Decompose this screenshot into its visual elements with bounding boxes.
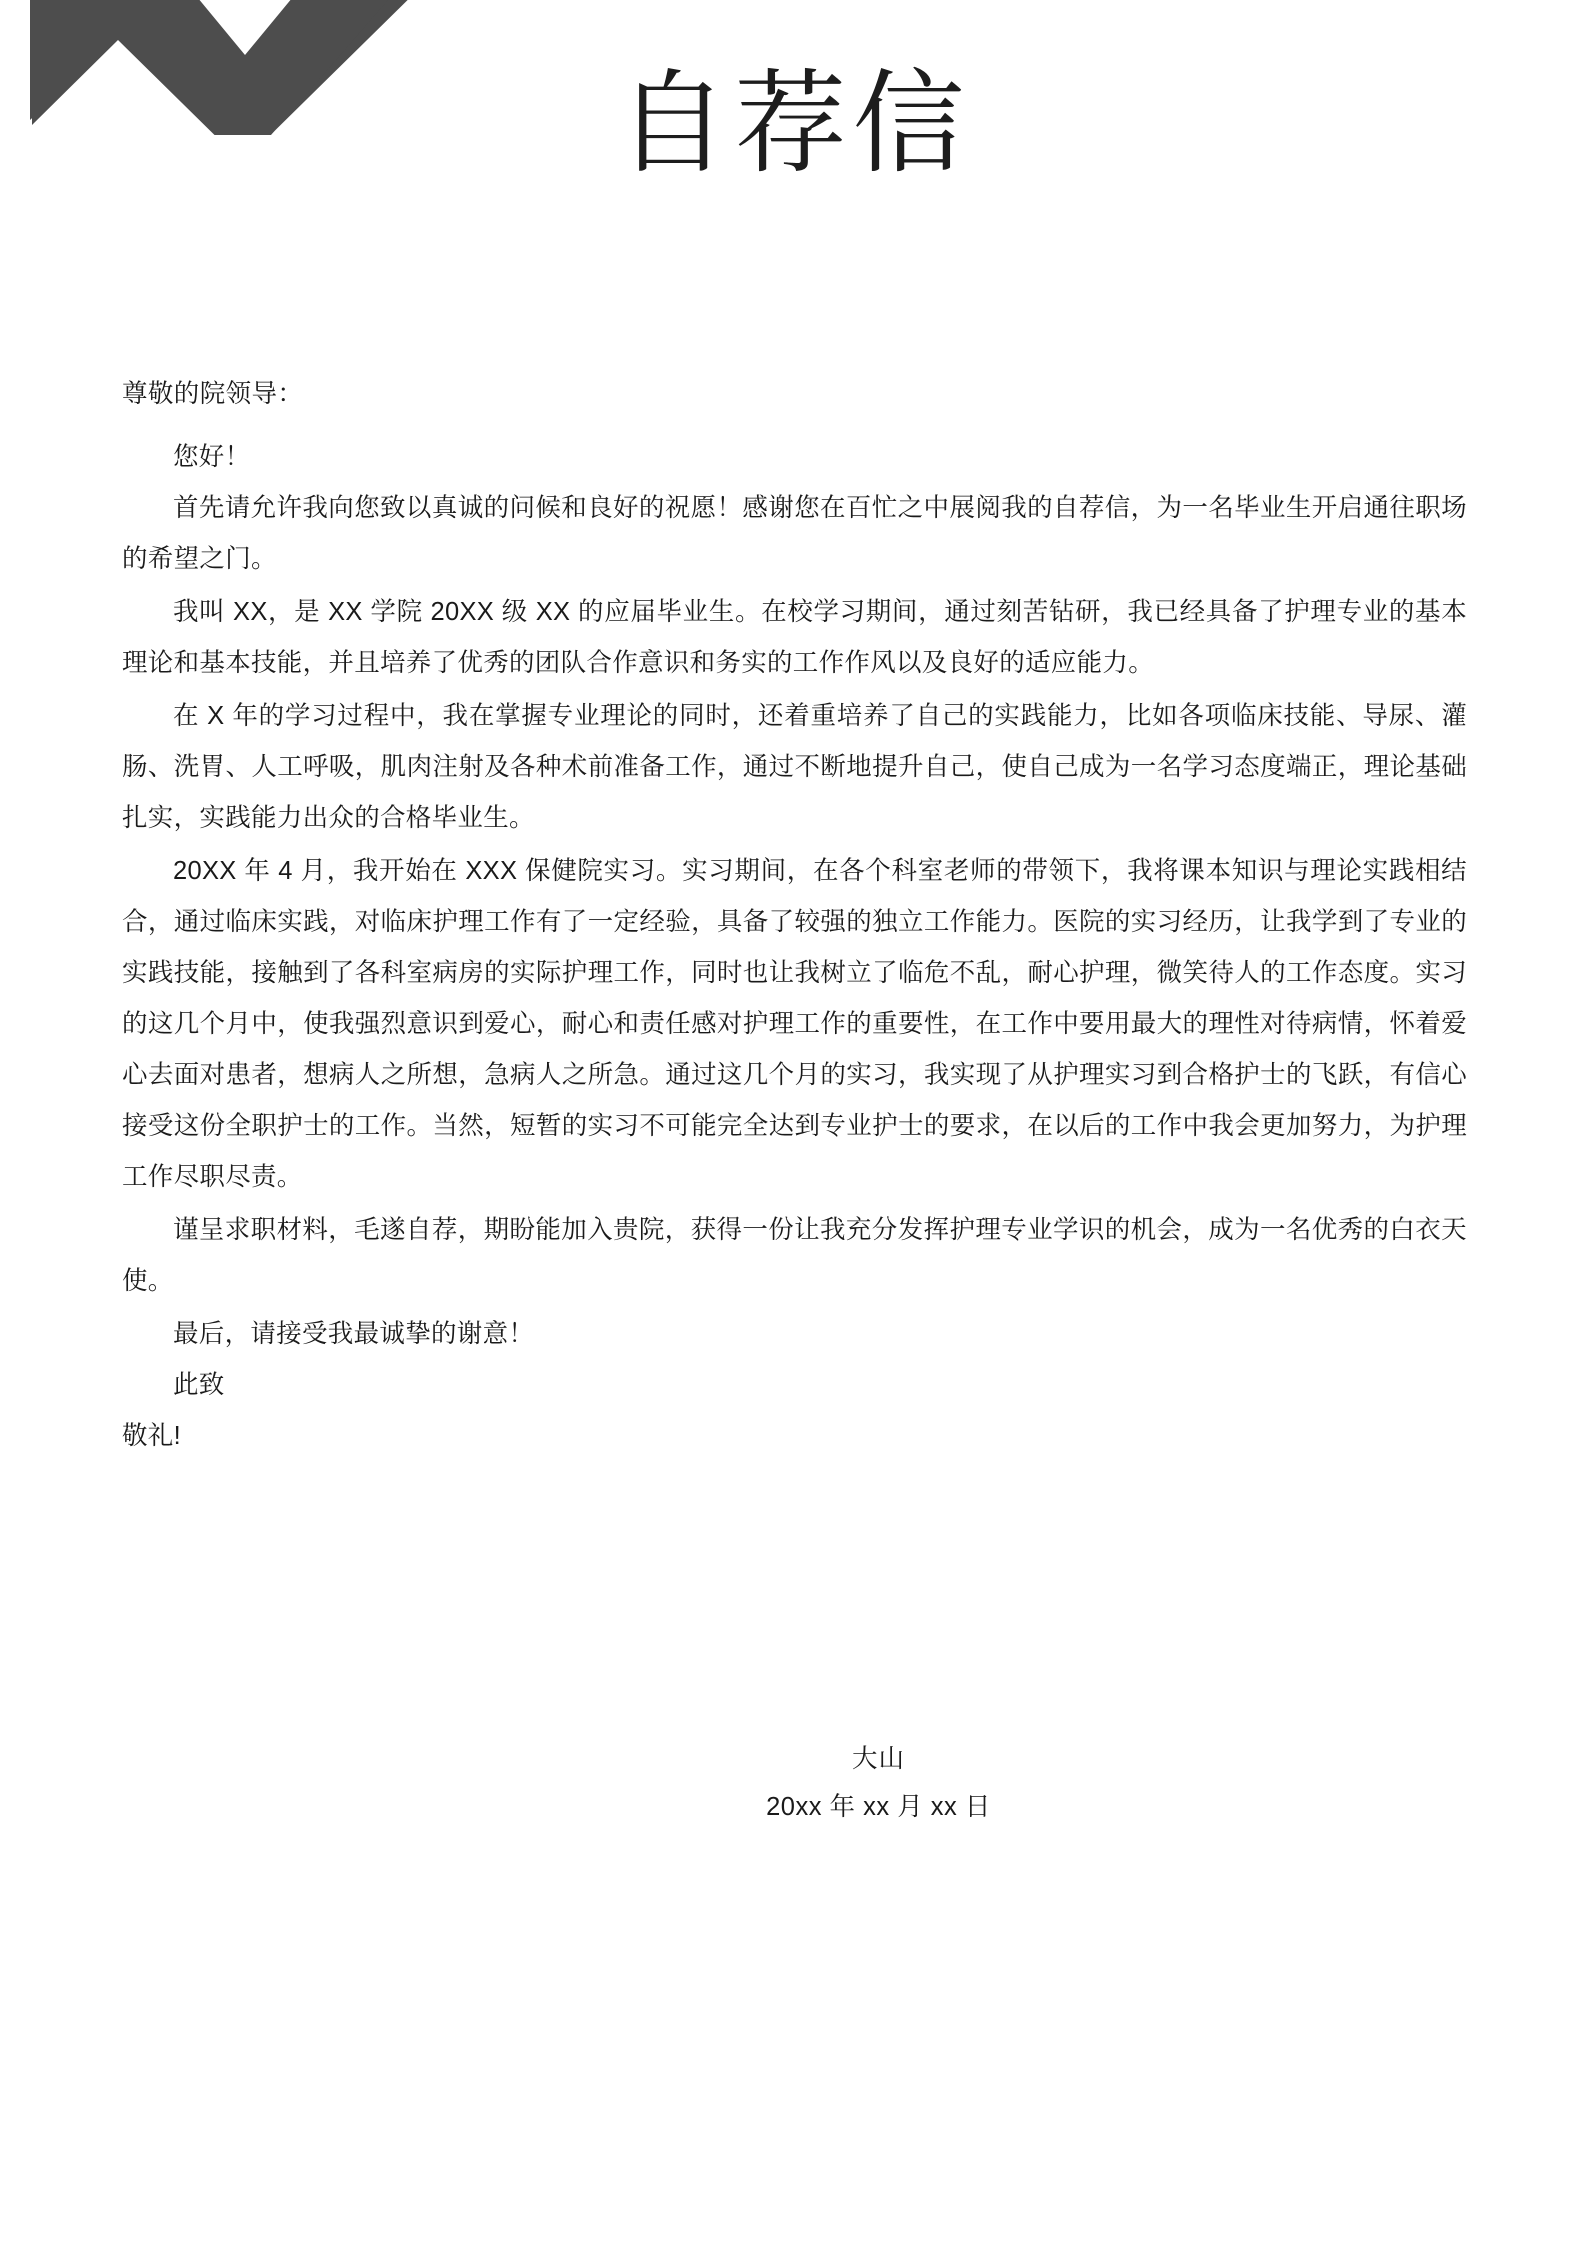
greeting: 您好！ (173, 443, 251, 472)
paragraph-4: 20XX 年 4 月，我开始在 XXX 保健院实习。实习期间，在各个科室老师的带领下，我将课本知识与理论实践相结合，通过临床实践，对临床护理工作有了一定经验，具备了较强的独立工作能力。医院的实习经历，让我学到了专业的实践技能，接触到了各科室病房的实际护理工作，同时也让我树立了临危不乱，耐心护理，微笑待人的工作态度。实习的这几个月中，使我强烈意识到爱心，耐心和责任感对护理工作的重要性，在工作中要用最大的理性对待病情，怀着爱心去面对患者，想病人之所想，急病人之所急。通过这几个月的实习，我实现了从护理实习到合格护士的飞跃，有信心接受这份全职护士的工作。当然，短暂的实习不可能完全达到专业护士的要求，在以后的工作中我会更加努力，为护理工作尽职尽责。 (122, 857, 1467, 1192)
closing-jingli: 敬礼! (122, 1422, 181, 1451)
signature-date: 20xx 年 xx 月 xx 日 (766, 1793, 991, 1822)
salutation: 尊敬的院领导： (122, 380, 304, 408)
closing-cizhi: 此致 (173, 1371, 225, 1400)
signature-name: 大山 (851, 1745, 905, 1773)
signature-block (0, 1735, 1587, 1832)
paragraph-5: 谨呈求职材料，毛遂自荐，期盼能加入贵院，获得一份让我充分发挥护理专业学识的机会，成为一名优秀的白衣天使。 (122, 1216, 1467, 1296)
paragraph-3: 在 X 年的学习过程中，我在掌握专业理论的同时，还着重培养了自己的实践能力，比如各项临床技能、导尿、灌肠、洗胃、人工呼吸，肌肉注射及各种术前准备工作，通过不断地提升自己，使自己成为一名学习态度端正，理论基础扎实，实践能力出众的合格毕业生。 (122, 702, 1467, 833)
paragraph-2: 我叫 XX，是 XX 学院 20XX 级 XX 的应届毕业生。在校学习期间，通过刻苦钻研，我已经具备了护理专业的基本理论和基本技能，并且培养了优秀的团队合作意识和务实的工作作风以及良好的适应能力。 (122, 598, 1467, 678)
document-title: 自荐信 (616, 61, 971, 186)
paragraph-1: 首先请允许我向您致以真诚的问候和良好的祝愿！感谢您在百忙之中展阅我的自荐信，为一名毕业生开启通往职场的希望之门。 (122, 494, 1467, 574)
letter-body (122, 370, 1467, 1462)
final-thanks: 最后，请接受我最诚挚的谢意！ (173, 1320, 535, 1349)
